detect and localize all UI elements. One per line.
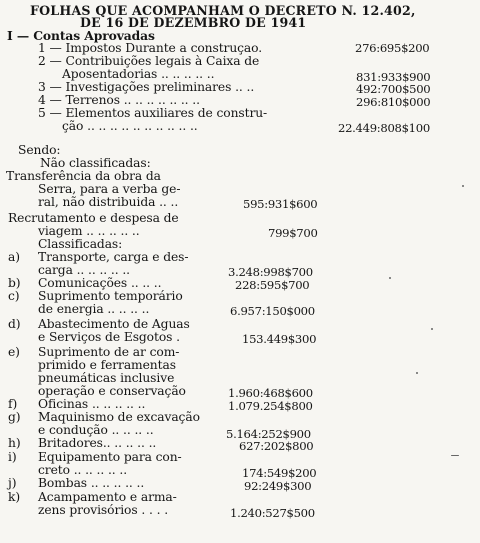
item-label: Oficinas .. .. .. .. .. <box>38 397 146 411</box>
item-value: 5.164:252$900 <box>226 427 311 441</box>
item-letter: f) <box>8 397 18 411</box>
item-label: Maquinismo de excavação <box>38 410 200 424</box>
item-label: viagem .. .. .. .. .. <box>38 224 140 238</box>
item-value: 627:202$800 <box>239 439 314 453</box>
item-value: 595:931$600 <box>243 197 318 211</box>
item-label: carga .. .. .. .. .. <box>38 263 130 277</box>
item-label: 3 — Investigações preliminares .. .. <box>38 80 255 94</box>
item-label: Abastecimento de Aguas <box>38 317 190 331</box>
item-value: 6.957:150$000 <box>230 304 315 318</box>
document-title-line-2: DE 16 DE DEZEMBRO DE 1941 <box>80 15 307 30</box>
item-letter: c) <box>8 289 20 303</box>
item-value: 799$700 <box>268 226 318 240</box>
item-label: Serra, para a verba ge- <box>38 182 181 196</box>
item-label: creto .. .. .. .. .. <box>38 463 128 477</box>
item-label: ção .. .. .. .. .. .. .. .. .. .. <box>62 119 198 133</box>
item-label: 5 — Elementos auxiliares de constru- <box>38 106 268 120</box>
item-value: 492:700$500 <box>356 82 431 96</box>
item-label: 1 — Impostos Durante a construçao. <box>38 41 263 55</box>
item-letter: k) <box>8 490 21 504</box>
document-title-line-1: FOLHAS QUE ACOMPANHAM O DECRETO N. 12.402, <box>30 3 416 18</box>
item-label: zens provisórios . . . . <box>38 503 169 517</box>
item-value: 3.248:998$700 <box>228 265 313 279</box>
item-label: Transporte, carga e des- <box>38 250 189 264</box>
item-letter: g) <box>8 410 21 424</box>
item-letter: j) <box>8 476 17 490</box>
item-letter: d) <box>8 317 21 331</box>
item-value: 1.079.254$800 <box>228 399 313 413</box>
item-label: Bombas .. .. .. .. .. <box>38 476 145 490</box>
scan-speck <box>431 328 433 330</box>
item-label: pneumáticas inclusive <box>38 371 175 385</box>
item-value: 296:810$000 <box>356 95 431 109</box>
subsection-heading: Não classificadas: <box>40 156 151 170</box>
item-label: Recrutamento e despesa de <box>8 211 179 225</box>
item-label: Comunicações .. .. .. <box>38 276 162 290</box>
item-value: 22.449:808$100 <box>338 121 430 135</box>
item-letter: e) <box>8 345 20 359</box>
scan-speck <box>416 372 418 374</box>
item-value: 153.449$300 <box>242 332 317 346</box>
item-value: 1.240:527$500 <box>230 506 315 520</box>
item-label: operação e conservação <box>38 384 186 398</box>
item-label: Suprimento de ar com- <box>38 345 180 359</box>
scan-speck <box>451 455 459 456</box>
item-letter: b) <box>8 276 21 290</box>
item-label: e Serviços de Esgotos . <box>38 330 180 344</box>
item-value: 1.960:468$600 <box>228 386 313 400</box>
item-label: e condução .. .. .. .. <box>38 423 154 437</box>
item-value: 174:549$200 <box>242 466 317 480</box>
item-label: de energia .. .. .. .. <box>38 302 150 316</box>
item-value: 831:933$900 <box>356 70 431 84</box>
item-label: primido e ferramentas <box>38 358 176 372</box>
item-label: Aposentadorias .. .. .. .. .. <box>62 67 215 81</box>
item-value: 92:249$300 <box>244 479 312 493</box>
item-letter: a) <box>8 250 20 264</box>
item-label: ral, não distribuida .. .. <box>38 195 179 209</box>
subsection-heading: Classificadas: <box>38 237 123 251</box>
item-label: Britadores.. .. .. .. .. <box>38 436 157 450</box>
item-letter: i) <box>8 450 17 464</box>
sendo-label: Sendo: <box>18 143 61 157</box>
item-label: Equipamento para con- <box>38 450 182 464</box>
item-label: Transferência da obra da <box>6 169 161 183</box>
item-value: 228:595$700 <box>235 278 310 292</box>
scan-speck <box>389 277 391 279</box>
item-label: Suprimento temporário <box>38 289 183 303</box>
item-letter: h) <box>8 436 21 450</box>
item-label: 4 — Terrenos .. .. .. .. .. .. .. <box>38 93 200 107</box>
item-value: 276:695$200 <box>355 41 430 55</box>
item-label: Acampamento e arma- <box>38 490 177 504</box>
scan-speck <box>462 185 464 187</box>
item-label: 2 — Contribuições legais à Caixa de <box>38 54 260 68</box>
section-heading: I — Contas Aprovadas <box>7 28 155 43</box>
